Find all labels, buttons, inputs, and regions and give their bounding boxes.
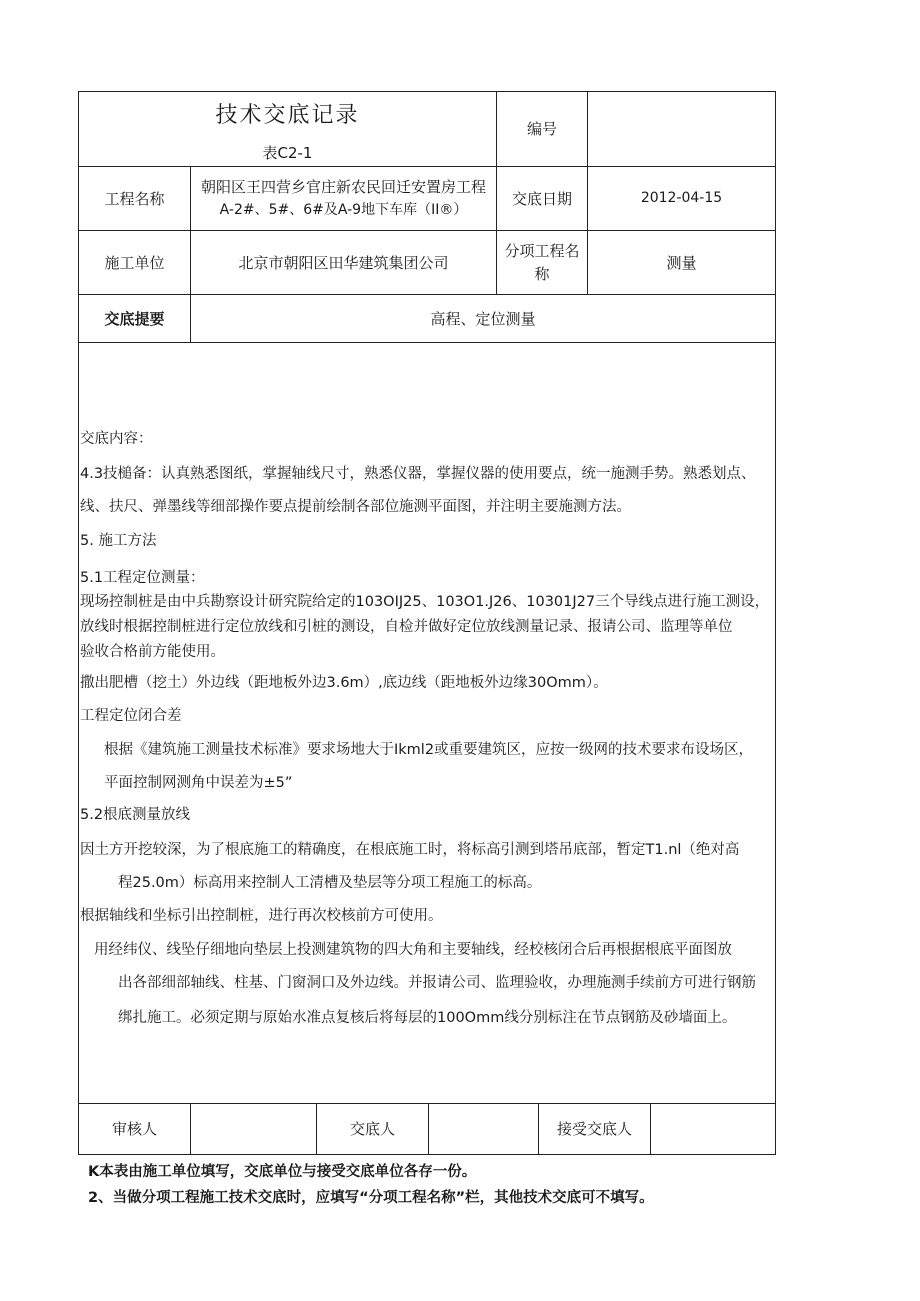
receiver-signature-field[interactable] [651,1104,775,1154]
content-heading: 5.1工程定位测量： [80,570,205,586]
date-label: 交底日期 [511,189,572,208]
project-name-line1: 朝阳区王四营乡官庄新农民回迁安置房工程 [200,178,486,197]
project-name-line2: A-2#、5#、6#及A-9地下车库（II®） [219,202,468,219]
form-number: 表C2-1 [262,144,313,162]
project-name-label: 工程名称 [104,189,165,208]
content-line: 撒出肥槽（挖土）外边线（距地板外边3.6m）,底边线（距地板外边缘30Omm）。 [80,675,608,691]
constructor-label: 施工单位 [104,253,165,272]
table-border-bottom [78,1154,776,1155]
subproject-label-line1: 分项工程名 [504,242,580,260]
table-border-right [775,91,776,1155]
subproject-label-line2: 称 [534,264,550,283]
content-line: 4.3技槌备：认真熟悉图纸，掌握轴线尺寸，熟悉仪器，掌握仪器的使用要点，统一施测手势。熟悉划点、 [80,466,756,482]
content-line: 验收合格前方能使用。 [80,644,225,660]
reviewer-label: 审核人 [111,1120,157,1138]
content-heading: 5.2根底测量放线 [80,807,191,823]
footnote-2: 2、当做分项工程施工技术交底时，应填写“分项工程名称”栏，其他技术交底可不填写。 [88,1190,654,1206]
form-title: 技术交底记录 [215,103,360,128]
number-label: 编号 [526,120,557,138]
content-line: 出各部细部轴线、柱基、门窗洞口及外边线。并报请公司、监理验收，办理施测手续前方可进行钢筋 [118,975,756,991]
content-line: 根据《建筑施工测量技术标准》要求场地大于Ikml2或重要建筑区，应按一级网的技术要求布设场区， [104,742,754,758]
content-line: 平面控制网测角中误差为±5” [104,775,293,791]
content-heading: 交底内容： [80,431,153,447]
discloser-signature-field[interactable] [429,1104,538,1154]
number-value [588,92,775,166]
receiver-label: 接受交底人 [556,1120,632,1138]
content-heading: 5. 施工方法 [80,533,157,549]
date-value: 2012-04-15 [640,190,723,207]
content-line: 用经纬仪、线坠仔细地向垫层上投测建筑物的四大角和主要轴线，经校核闭合后再根据根底平面图放 [94,942,732,958]
content-line: 绑扎施工。必须定期与原始水准点复核后将每层的100Omm线分别标注在节点钢筋及砂墙面上。 [118,1010,737,1026]
subproject-label [497,231,587,294]
summary-value: 高程、定位测量 [430,309,536,328]
footnote-1: K本表由施工单位填写，交底单位与接受交底单位各存一份。 [88,1164,477,1180]
subproject-value: 测量 [666,253,697,272]
content-heading: 工程定位闭合差 [80,708,182,724]
content-line: 现场控制桩是由中兵勘察设计研究院给定的103OIJ25、103O1.J26、10301J27三个导线点进行施工测设， [80,594,770,610]
content-line: 程25.0m）标高用来控制人工清槽及垫层等分项工程施工的标高。 [118,875,542,891]
table-divider [78,342,776,343]
content-line: 放线时根据控制桩进行定位放线和引桩的测设，自检并做好定位放线测量记录、报请公司、监理等单位 [80,619,733,635]
content-line: 线、扶尺、弹墨线等细部操作要点提前绘制各部位施测平面图，并注明主要施测方法。 [80,499,631,515]
content-line: 根据轴线和坐标引出控制桩，进行再次校核前方可使用。 [80,908,443,924]
reviewer-signature-field[interactable] [191,1104,316,1154]
constructor-value: 北京市朝阳区田华建筑集团公司 [238,253,449,272]
summary-label: 交底提要 [104,309,165,328]
project-name-value [191,167,496,230]
content-line: 因土方开挖较深，为了根底施工的精确度，在根底施工时，将标高引测到塔吊底部，暂定T1.nl（绝对高 [80,842,740,858]
discloser-label: 交底人 [349,1120,395,1138]
